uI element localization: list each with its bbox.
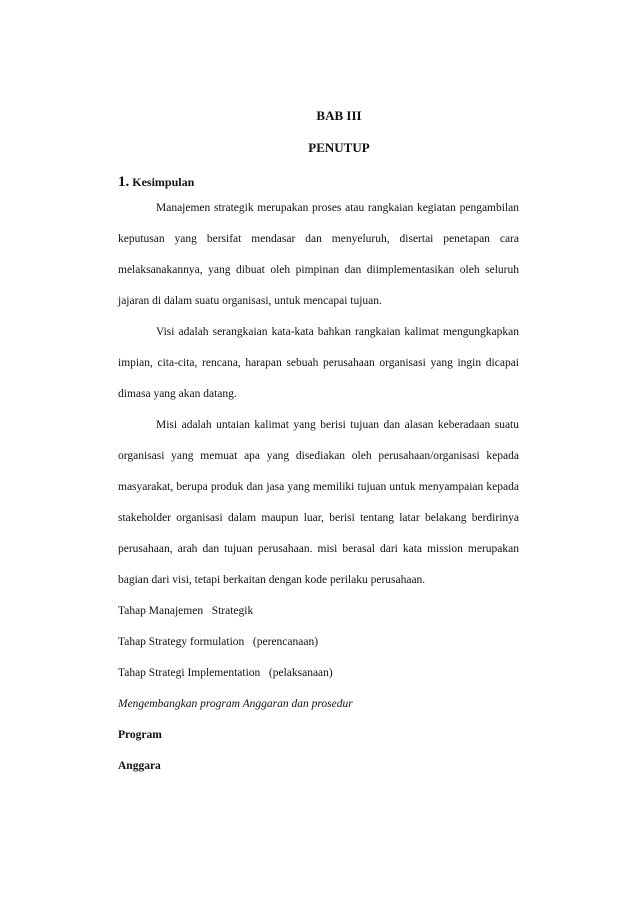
line-program: Program	[118, 729, 162, 741]
body-text	[118, 193, 519, 782]
paragraph-visi: Visi adalah serangkaian kata-kata bahkan rangkaian kalimat mengungkapkan impian, cita-cita, rencana, harapan sebuah perusahaan organisasi yang ingin dicapai dimasa yang akan datang.	[118, 326, 519, 400]
paragraph-misi: Misi adalah untaian kalimat yang berisi tujuan dan alasan keberadaan suatu organisasi yang memuat apa yang disediakan oleh perusahaan/organisasi kepada masyarakat, berupa produk dan jasa yang memiliki tujuan untuk menyampaian kepada stakeholder organisasi dalam maupun luar, berisi tentang latar belakang berdirinya perusahaan, arah dan tujuan perusahaan. misi berasal dari kata mission merupakan bagian dari visi, tetapi berkaitan dengan kode perilaku perusahaan.	[118, 419, 519, 586]
line-anggara: Anggara	[118, 760, 161, 772]
line-tahap-manajemen: Tahap Manajemen Strategik	[118, 605, 254, 617]
chapter-title: PENUTUP	[308, 140, 370, 155]
chapter-number: BAB III	[316, 108, 362, 123]
line-mengembangkan: Mengembangkan program Anggaran dan prosedur	[118, 698, 353, 710]
line-tahap-formulation: Tahap Strategy formulation (perencanaan)	[118, 636, 319, 648]
section-number: 1.	[118, 174, 130, 190]
paragraph-manajemen: Manajemen strategik merupakan proses atau rangkaian kegiatan pengambilan keputusan yang bersifat mendasar dan menyeluruh, disertai penetapan cara melaksanakannya, yang dibuat oleh pimpinan dan diimplementasikan oleh seluruh jajaran di dalam suatu organisasi, untuk mencapai tujuan.	[118, 202, 519, 307]
line-tahap-implementation: Tahap Strategi Implementation (pelaksanaan)	[118, 667, 333, 679]
section-title: Kesimpulan	[132, 175, 195, 189]
section-heading	[118, 174, 194, 191]
